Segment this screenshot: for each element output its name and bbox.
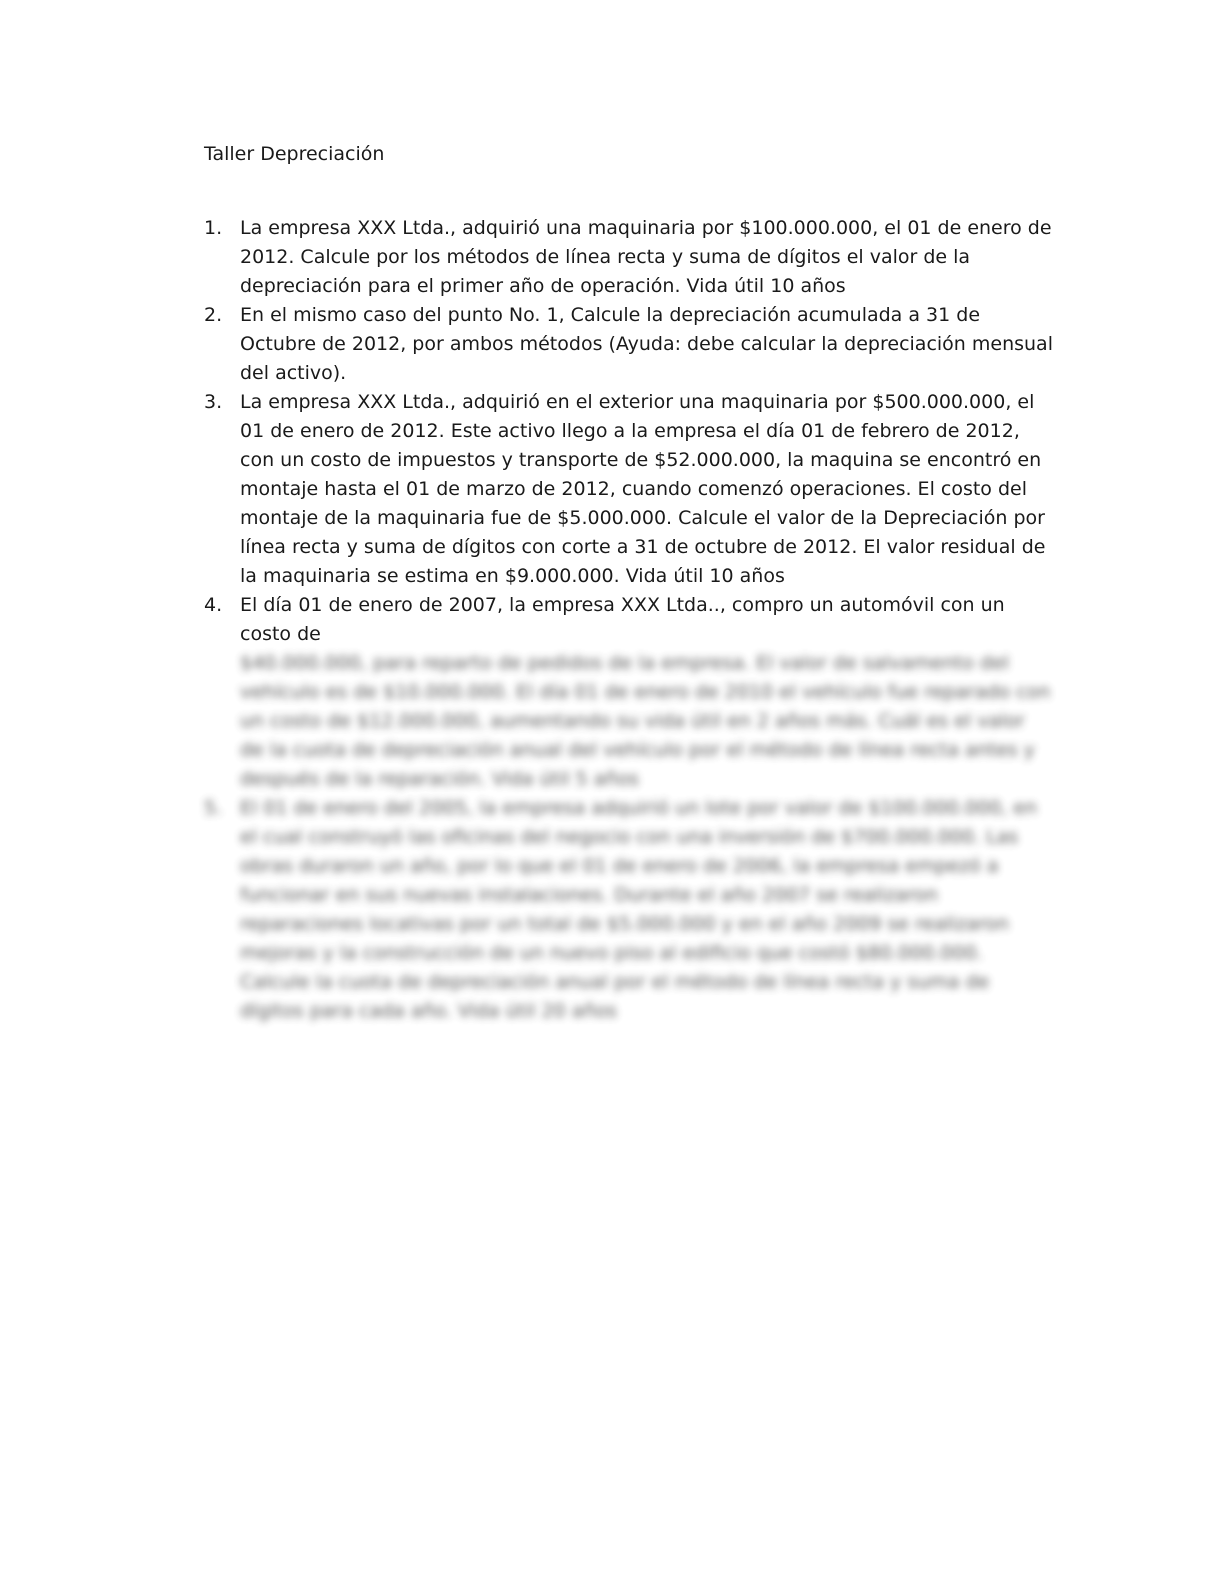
item-text: La empresa XXX Ltda., adquirió en el exterior una maquinaria por $500.000.000, el 01 de enero de 2012. Este activo llego a la empresa el día 01 de febrero de 2012, con un costo de impuestos y transporte de $52.000.000, la maquina se encontró en montaje hasta el 01 de marzo de 2012, cuando comenzó operaciones. El costo del montaje de la maquinaria fue de $5.000.000. Calcule el valor de la Depreciación por línea recta y suma de dígitos con corte a 31 de octubre de 2012. El valor residual de la maquinaria se estima en $9.000.000. Vida útil 10 años [240,391,1046,587]
item-text: En el mismo caso del punto No. 1, Calcule la depreciación acumulada a 31 de Octubre de 2012, por ambos métodos (Ayuda: debe calcular la depreciación mensual del activo). [240,304,1053,384]
item-text: La empresa XXX Ltda., adquirió una maquinaria por $100.000.000, el 01 de enero de 2012. Calcule por los métodos de línea recta y suma de dígitos el valor de la depreciación para el primer año de operación. Vida útil 10 años [240,217,1052,297]
exercise-list [204,214,1054,1026]
list-item [204,388,1054,591]
item-number: 5. [204,797,223,819]
list-item [204,591,1054,794]
item-text-blurred: El 01 de enero del 2005, la empresa adquirió un lote por valor de $100.000.000, en el cual construyó las oficinas del negocio con una inversión de $700.000.000. Las obras duraron un año, por lo que el 01 de enero de 2006, la empresa empezó a funcionar en sus nuevas instalaciones. Durante el año 2007 se realizaron reparaciones locativas por un total de $5.000.000 y en el año 2009 se realizaron mejoras y la construcción de un nuevo piso al edificio que costó $80.000.000. Calcule la cuota de depreciación anual por el método de línea recta y suma de dígitos para cada año. Vida útil 20 años [240,797,1037,1022]
item-text [240,591,1054,794]
list-item [204,301,1054,388]
item-text-blurred: $40.000.000, para reparto de pedidos de la empresa. El valor de salvamento del vehículo es de $10.000.000. El día 01 de enero de 2010 el vehículo fue reparado con un costo de $12.000.000, aumentando su vida útil en 2 años más. Cuál es el valor de la cuota de depreciación anual del vehículo por el método de línea recta antes y después de la reparación. Vida útil 5 años [240,652,1051,790]
item-number: 1. [204,217,223,239]
document-title: Taller Depreciación [204,143,385,165]
list-item [204,214,1054,301]
item-number: 4. [204,594,223,616]
item-number: 2. [204,304,223,326]
item-number: 3. [204,391,223,413]
item-text-visible: El día 01 de enero de 2007, la empresa XXX Ltda.., compro un automóvil con un costo de [240,594,1005,645]
list-item [204,794,1054,1026]
